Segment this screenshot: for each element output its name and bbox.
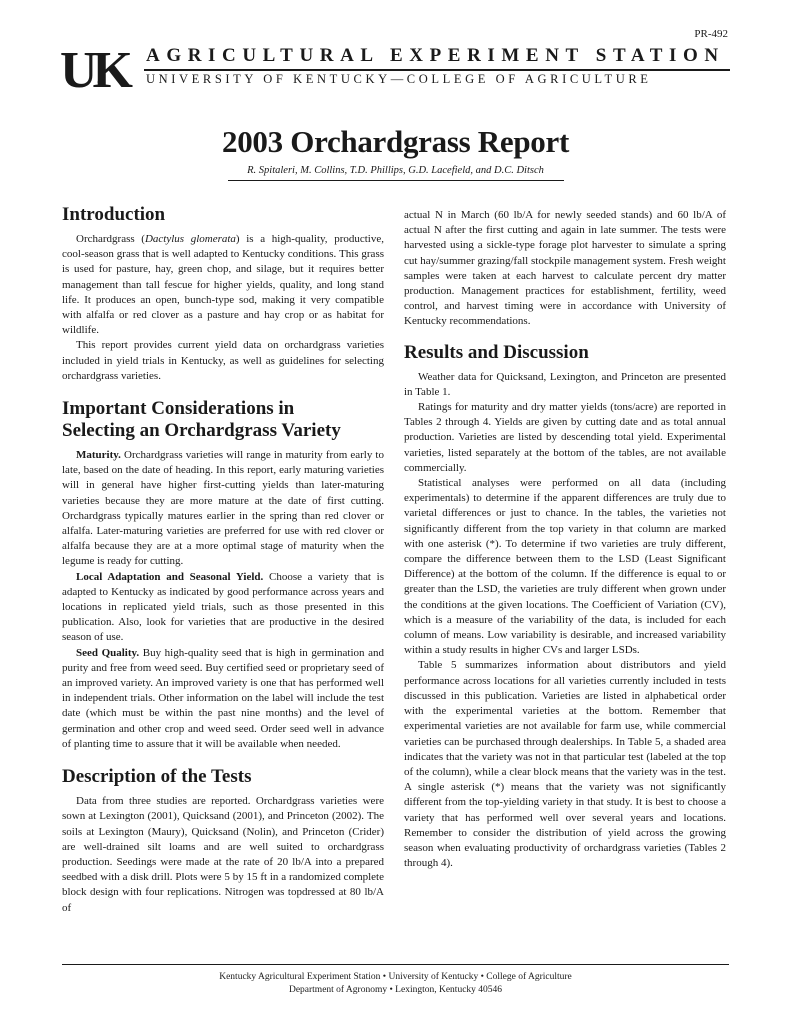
title-rule bbox=[228, 180, 564, 181]
considerations-heading-line-1: Important Considerations in bbox=[62, 398, 295, 420]
introduction-paragraph-1 bbox=[62, 232, 384, 338]
results-paragraph-2: Ratings for maturity and dry matter yields (tons/acre) are reported in Tables 2 through 4. Yields are given by cutting date and as total annual production. Varieties are listed by descending total yield. Experimental varieties, listed separately at the bottom of the tables, are not available commercially. bbox=[404, 401, 726, 474]
results-heading: Results and Discussion bbox=[404, 341, 589, 363]
university-line: UNIVERSITY OF KENTUCKY—COLLEGE OF AGRICULTURE bbox=[146, 72, 652, 86]
introduction-paragraph-2: This report provides current yield data on orchardgrass varieties included in yield trials in Kentucky, as well as guidelines for selecting orchardgrass varieties. bbox=[62, 339, 384, 382]
footer-line-2: Department of Agronomy • Lexington, Kentucky 40546 bbox=[288, 984, 503, 995]
species-name: Dactylus glomerata bbox=[144, 233, 236, 245]
station-title: AGRICULTURAL EXPERIMENT STATION bbox=[146, 45, 725, 66]
footer-line-1: Kentucky Agricultural Experiment Station • University of Kentucky • College of Agriculture bbox=[219, 972, 572, 982]
seed-quality-paragraph bbox=[62, 646, 384, 752]
uk-logo bbox=[60, 44, 136, 90]
footer bbox=[0, 971, 791, 996]
considerations-heading-line-2: Selecting an Orchardgrass Variety bbox=[62, 420, 341, 442]
adaptation-label: Local Adaptation and Seasonal Yield. bbox=[76, 570, 264, 583]
maturity-text: Orchardgrass varieties will range in maturity from early to late, based on the date of heading. In this report, early maturing varieties will in general have higher first-cutting yields than later-maturing varieties because they are more mature at the date of first cutting. Orchardgrass typically matures earlier in the spring than red clover or alfalfa. Later-maturing varieties are preferred for use with red clover or alfalfa because they are at a more optimal stage of maturity when the legume is ready for cutting. bbox=[62, 449, 384, 568]
seed-quality-text: Buy high-quality seed that is high in germination and purity and free from weed seed. Buy certified seed or proprietary seed of an improved variety. An improved variety is one that has performed well in independent trials. Other information on the label will include the test date (which must be within the past nine months) and the level of germination and other crop and weed seed. Order seed well in advance of planting time to assure that it will be available when needed. bbox=[62, 646, 384, 750]
header-rule bbox=[144, 69, 730, 71]
maturity-paragraph bbox=[62, 448, 384, 570]
results-paragraph-3: Statistical analyses were performed on all data (including experimentals) to determine if the apparent differences are truly due to varietal differences or just to chance. In the tables, the varieties not significantly different from the top variety in that column are marked with one asterisk (*). To determine if two varieties are truly different, compare the difference between them to the LSD (Least Significant Difference) at the bottom of the column. If the difference is equal to or greater than the LSD, the varieties are truly different when grown under the conditions at the given locations. The Coefficient of Variation (CV), which is a measure of the variability of the data, is included for each column of means. Low variability is desirable, and increased variability within a study results in higher CVs and larger LSDs. bbox=[404, 477, 726, 657]
results-paragraph-1: Weather data for Quicksand, Lexington, and Princeton are presented in Table 1. bbox=[404, 370, 726, 398]
introduction-heading: Introduction bbox=[62, 204, 166, 225]
tests-paragraph-1-continued: actual N in March (60 lb/A for newly seeded stands) and 60 lb/A of actual N after the first cutting and again in late summer. The tests were harvested using a sickle-type forage plot harvester to simulate a spring cut hay/summer grazing/fall stockpile management system. Fresh weight samples were taken at each harvest to calculate percent dry matter production. Management practices for establishment, fertility, weed control, and harvest timing were in accordance with University of Kentucky recommendations. bbox=[404, 209, 726, 328]
report-number: PR-492 bbox=[694, 28, 728, 40]
results-paragraph-4: Table 5 summarizes information about distributors and yield performance across locations for all varieties currently included in tests discussed in this publication. Varieties are listed in alphabetical order with the experimental varieties at the bottom. Remember that experimental varieties are not available for farm use, while commercial varieties can be purchased through dealerships. In Table 5, a shaded area indicates that the variety was not in that particular test (labeled at the top of the column), while a clear block means that the variety was in the test. A single asterisk (*) means that the variety was not significantly different from the top-yielding variety in that study. It is best to choose a variety that has performed well over several years and locations. Remember to consider the distribution of yield across the growing season when evaluating productivity of orchardgrass varieties (Tables 2 through 4). bbox=[404, 659, 726, 870]
footer-rule bbox=[62, 964, 729, 965]
uk-logo-text: UK bbox=[60, 44, 128, 90]
adaptation-text: Choose a variety that is adapted to Kentucky as indicated by good performance across years and locations in replicated yield trials, such as those presented in this publication. Also, look for varieties that are productive in the desired season of use. bbox=[62, 570, 384, 644]
intro-text-before: Orchardgrass ( bbox=[76, 233, 145, 245]
report-title: 2003 Orchardgrass Report bbox=[222, 124, 569, 159]
left-column bbox=[62, 204, 384, 916]
authors: R. Spitaleri, M. Collins, T.D. Phillips, G.D. Lacefield, and D.C. Ditsch bbox=[247, 165, 544, 176]
tests-heading: Description of the Tests bbox=[62, 766, 252, 788]
considerations-heading bbox=[62, 398, 384, 442]
adaptation-paragraph bbox=[62, 570, 384, 646]
right-column bbox=[404, 208, 726, 871]
tests-paragraph-1: Data from three studies are reported. Orchardgrass varieties were sown at Lexington (2001), Quicksand (2001), and Princeton (2002). The soils at Lexington (Maury), Quicksand (Nolin), and Princeton (Crider) are well-drained silt loams and are well suited to orchardgrass production. Seedings were made at the rate of 20 lb/A into a prepared seedbed with a disk drill. Plots were 5 by 15 ft in a randomized complete block design with four replications. Nitrogen was topdressed at 80 lb/A of bbox=[62, 795, 384, 914]
seed-quality-label: Seed Quality. bbox=[76, 646, 140, 659]
intro-text-after: ) is a high-quality, productive, cool-season grass that is well adapted to Kentucky conditions. This grass is used for pasture, hay, green chop, and silage, but it requires better management than tall fescue for higher yields, quality, and long stand life. It produces an open, bunch-type sod, making it very compatible with alfalfa or red clover as a pasture and hay crop or as habitat for wildlife. bbox=[62, 233, 384, 337]
maturity-label: Maturity. bbox=[76, 449, 121, 462]
